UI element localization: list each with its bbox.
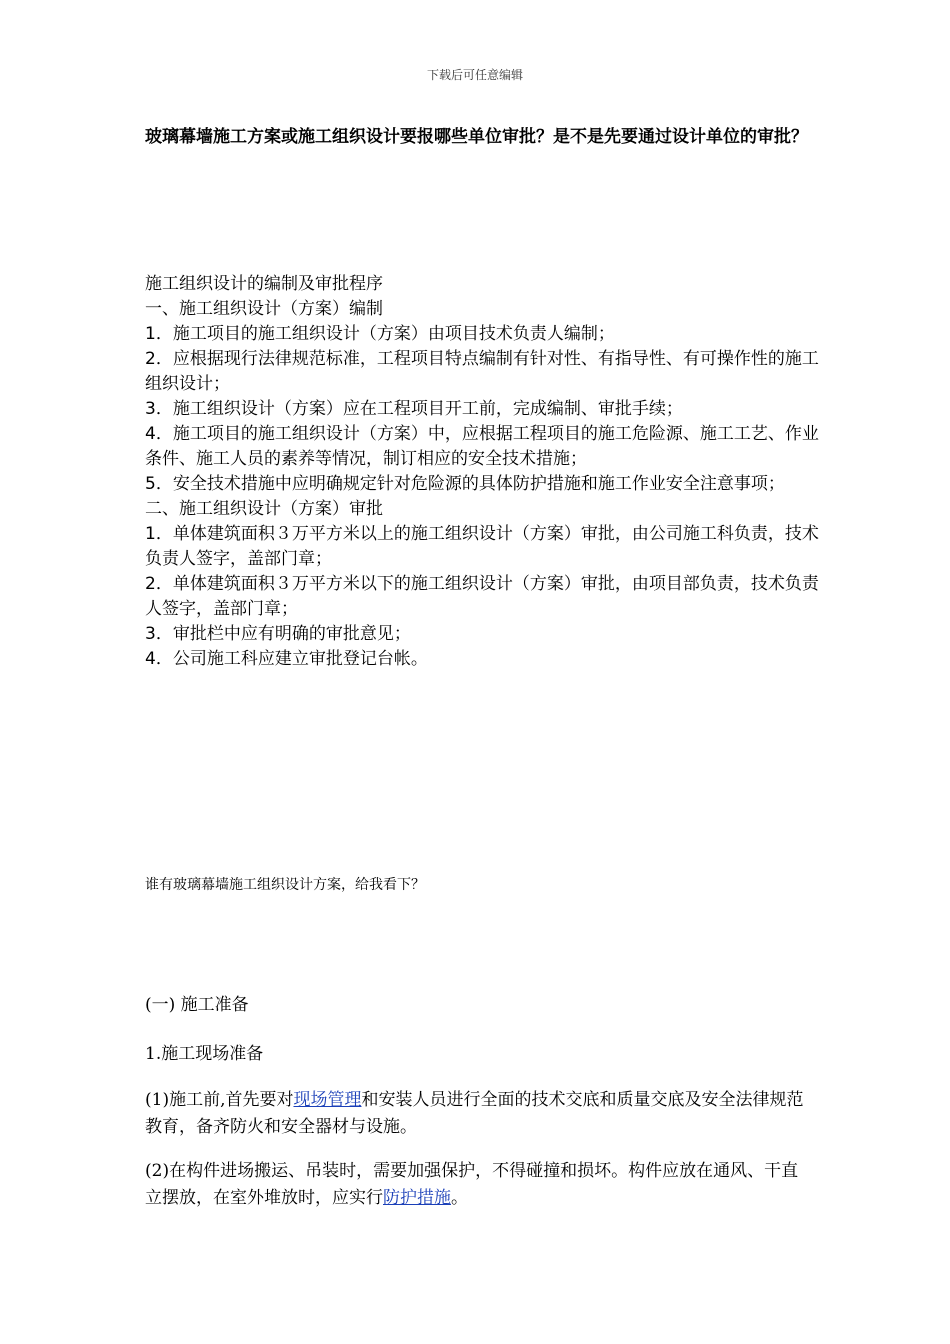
protective-measures-link[interactable]: 防护措施 (383, 1188, 451, 1208)
process-title: 施工组织设计的编制及审批程序 (145, 274, 383, 294)
section2-item-3: 3．审批栏中应有明确的审批意见； (145, 624, 411, 644)
section1-heading: 一、施工组织设计（方案）编制 (145, 299, 383, 319)
section2-item-1: 1．单体建筑面积３万平方米以上的施工组织设计（方案）审批，由公司施工科负责，技术负责人签字，盖部门章； (145, 524, 819, 569)
prep-site-heading: 1.施工现场准备 (145, 1044, 264, 1064)
prep-paragraph-2 (145, 1158, 815, 1212)
section2-item-2: 2．单体建筑面积３万平方米以下的施工组织设计（方案）审批，由项目部负责，技术负责人签字，盖部门章； (145, 574, 819, 619)
prep-paragraph-1-after: 和安装人员进行全面的技术交底和质量交底及安全法律规范教育，备齐防火和安全器材与设施。 (145, 1090, 804, 1137)
section1-item-2: 2．应根据现行法律规范标准，工程项目特点编制有针对性、有指导性、有可操作性的施工组织设计； (145, 349, 819, 394)
prep-heading: (一) 施工准备 (145, 995, 249, 1015)
section2-heading: 二、施工组织设计（方案）审批 (145, 499, 383, 519)
section1-item-5: 5．安全技术措施中应明确规定针对危险源的具体防护措施和施工作业安全注意事项； (145, 474, 785, 494)
question-title: 玻璃幕墙施工方案或施工组织设计要报哪些单位审批？是不是先要通过设计单位的审批？ (145, 127, 808, 147)
ask-line: 谁有玻璃幕墙施工组织设计方案，给我看下？ (145, 877, 425, 893)
approval-process-section (145, 272, 825, 672)
prep-paragraph-2-after: 。 (451, 1188, 468, 1208)
site-management-link[interactable]: 现场管理 (293, 1090, 362, 1110)
prep-paragraph-1 (145, 1087, 815, 1141)
prep-paragraph-1-before: (1)施工前,首先要对 (145, 1090, 294, 1110)
header-note: 下载后可任意编辑 (426, 68, 523, 82)
section1-item-1: 1．施工项目的施工组织设计（方案）由项目技术负责人编制； (145, 324, 615, 344)
section2-item-4: 4．公司施工科应建立审批登记台帐。 (145, 649, 428, 669)
section1-item-4: 4．施工项目的施工组织设计（方案）中，应根据工程项目的施工危险源、施工工艺、作业条件、施工人员的素养等情况，制订相应的安全技术措施； (145, 424, 819, 469)
prep-paragraph-2-before: (2)在构件进场搬运、吊装时，需要加强保护，不得碰撞和损坏。构件应放在通风、干直立摆放，在室外堆放时，应实行 (145, 1161, 799, 1208)
section1-item-3: 3．施工组织设计（方案）应在工程项目开工前，完成编制、审批手续； (145, 399, 683, 419)
